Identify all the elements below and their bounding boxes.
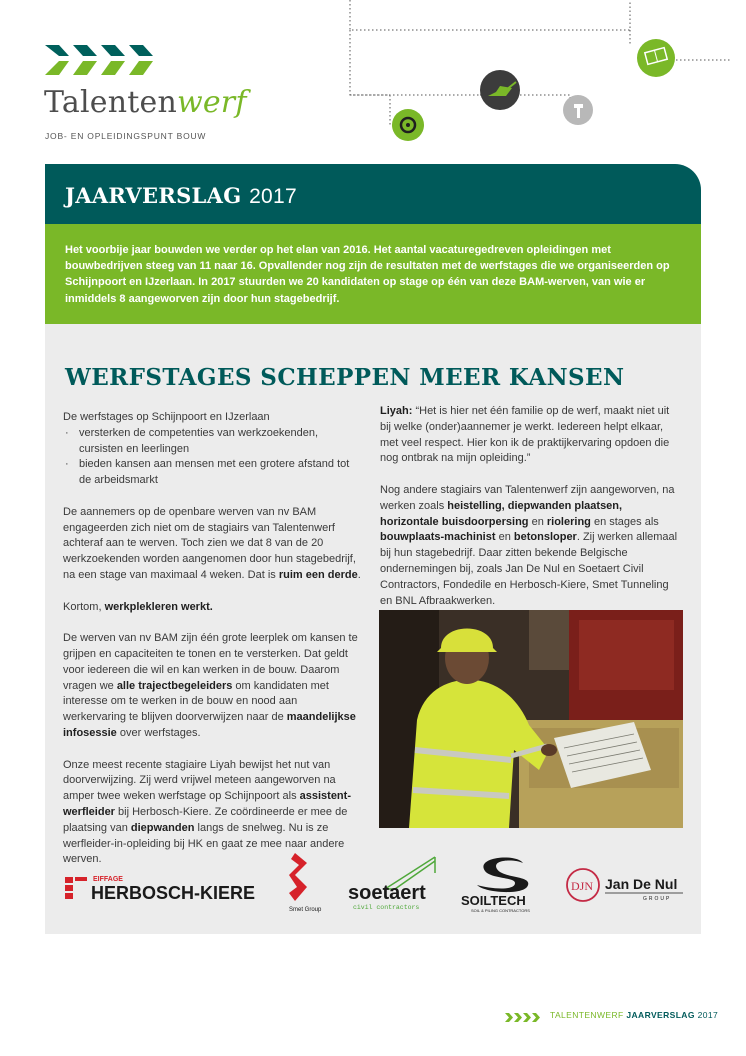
paragraph: Onze meest recente stagiaire Liyah bewijst het nut van doorverwijzing. Zij werd vrijwel meteen aangeworven na amper twee weken werfstage op Schijnpoort als assistent-werfleider bij Herbosch-Kiere. Ze coördineerde er mee de plaatsing van diepwanden langs de snelweg. Nu is ze werfleider-in-opleiding bij HK en gaat ze mee naar andere werven.	[63, 758, 351, 866]
intro-block	[45, 224, 701, 324]
svg-text:SOIL & PILING CONTRACTORS: SOIL & PILING CONTRACTORS	[471, 908, 530, 913]
bullet-list	[63, 426, 363, 489]
svg-text:Jan De Nul: Jan De Nul	[605, 876, 678, 892]
tagline: JOB- EN OPLEIDINGSPUNT BOUW	[45, 131, 207, 141]
brand-wordmark: Talentenwerf	[44, 85, 247, 120]
quote-paragraph: Liyah: “Het is hier net één familie op de werf, maakt niet uit bij welke (onder)aannemer je werkt. Iedereen helpt elkaar, met veel respect. Hier kon ik de praktijkervaring opdoen die nog ontbrak na mijn opleiding.”	[380, 405, 670, 465]
solar-panel-icon	[637, 39, 675, 77]
saw-blade-icon	[392, 109, 424, 141]
list-item: · bieden kansen aan mensen met een grotere afstand tot de arbeidsmarkt	[63, 457, 363, 489]
paragraph: De aannemers op de openbare werven van nv BAM engageerden zich niet om de stagiairs van Talentenwerf achteraf aan te werven. Toch zien we dat 8 van de 20 werkzoekenden worden aangenomen door hun stagebedrijf, na een stage van maximaal 4 weken. Dat is ruim een derde.	[63, 505, 361, 581]
paragraph: De werfstages op Schijnpoort en IJzerlaan	[63, 411, 270, 423]
talentenwerf-logo-chevrons	[45, 45, 160, 77]
paragraph: Kortom, werkplekleren werkt.	[63, 600, 213, 613]
decorative-network	[330, 0, 730, 150]
svg-text:civil contractors: civil contractors	[353, 904, 420, 911]
article-panel	[45, 324, 701, 934]
smet-group-logo	[289, 853, 322, 913]
hammer-icon	[563, 95, 593, 125]
page-footer	[505, 1010, 719, 1024]
paragraph: De werven van nv BAM zijn één grote leerplek om kansen te grijpen en capaciteiten te tonen en te versterken. Dat geldt voor iedereen die wil en kan werken in de bouw. Daarom vragen we alle trajectbegeleiders om kandidaten met interesse om te werken in de bouw en nood aan werkervaring te blijven doorverwijzen naar de maandelijkse infosessie over werfstages.	[63, 632, 358, 739]
soetaert-logo	[348, 857, 435, 911]
svg-text:HERBOSCH-KIERE: HERBOSCH-KIERE	[91, 883, 256, 903]
article-column-left	[63, 410, 363, 884]
svg-text:soetaert: soetaert	[348, 882, 426, 904]
jan-de-nul-logo	[567, 869, 683, 902]
excavator-icon	[480, 70, 520, 110]
report-banner	[45, 164, 701, 224]
svg-text:GROUP: GROUP	[643, 896, 672, 902]
herbosch-kiere-logo	[65, 876, 255, 903]
intro-text: Het voorbije jaar bouwden we verder op het elan van 2016. Het aantal vacaturegedreven opleidingen met bouwbedrijven steeg van 11 naar 16. Opvallender nog zijn de resultaten met de werfstages die we organiseerden op Schijnpoort en IJzerlaan. In 2017 stuurden we 20 kandidaten op stage op één van deze BAM-werven, van wie er inmiddels 8 aangeworven zijn door hun stagebedrijf.	[65, 244, 670, 305]
photo-liyah-at-controls	[379, 610, 683, 828]
svg-text:DJN: DJN	[571, 879, 594, 893]
article-headline: WERFSTAGES SCHEPPEN MEER KANSEN	[65, 364, 625, 391]
list-item: · versterken de competenties van werkzoekenden, cursisten en leerlingen	[63, 426, 363, 458]
svg-text:EIFFAGE: EIFFAGE	[93, 876, 123, 883]
svg-text:Smet Group: Smet Group	[289, 907, 322, 913]
footer-label: TALENTENWERF JAARVERSLAG 2017	[550, 1010, 719, 1020]
footer-chevrons-icon	[505, 1013, 541, 1022]
paragraph: Nog andere stagiairs van Talentenwerf zijn aangeworven, na werken zoals heistelling, diepwanden plaatsen, horizontale buisdoorpersing en riolering en stages als bouwplaats-machinist en betonsloper. Zij werken allemaal bij hun stagebedrijf. Daar zitten bekende Belgische ondernemingen bij, zoals Jan De Nul en Soetaert Civil Contractors, Fondedile en Herbosch-Kiere, Smet Tunneling en BNL Afbraakwerken.	[380, 483, 678, 607]
soiltech-logo	[461, 857, 530, 913]
svg-text:SOILTECH: SOILTECH	[461, 893, 526, 908]
partner-logos	[45, 849, 701, 929]
report-title: JAARVERSLAG 2017	[65, 183, 297, 208]
article-column-right	[380, 404, 680, 625]
